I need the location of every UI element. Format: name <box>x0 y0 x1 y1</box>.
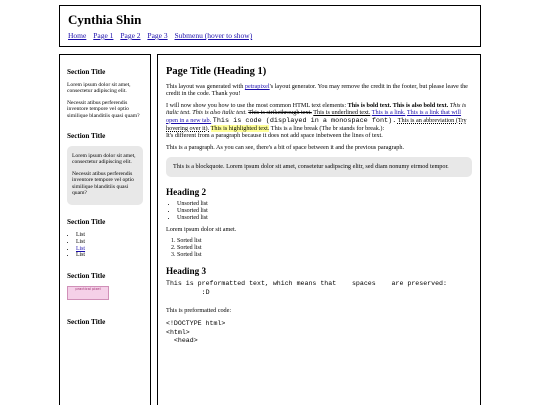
elements-paragraph <box>166 102 472 140</box>
site-header <box>59 5 481 47</box>
sidebar-text: Lorem ipsum dolor sit amet, consectetur adipiscing elit. <box>67 82 131 95</box>
underlined-text: This is underlined text. <box>313 109 371 117</box>
list-item: • Unsorted list <box>177 201 472 208</box>
bold-text: This is bold text. This is also bold text. <box>347 101 449 109</box>
italic-text: This is also italic text. <box>192 109 247 117</box>
list-item: • Unsorted list <box>177 208 472 215</box>
new-tab-link[interactable]: This is a link that will open in a new tab. <box>166 109 462 124</box>
page-title: Page Title (Heading 1) <box>166 66 267 77</box>
list-item: • List <box>76 232 143 239</box>
preformatted-text: This is preformatted text, which means that spaces are preserved: :D <box>166 280 447 297</box>
linebreak-text: This is a line break (The br stands for break.): <box>270 125 385 133</box>
intro-paragraph <box>166 83 472 98</box>
nav-page3-link[interactable]: Page 3 <box>147 31 168 40</box>
sidebar-section-title: Section Title <box>67 68 106 76</box>
inline-code: This is code (displayed in a monospace font). <box>212 116 397 125</box>
petrapixel-link[interactable]: petrapixel <box>244 83 270 90</box>
sorted-list <box>166 238 472 260</box>
elements-lead: I will now show you how to use the most common HTML text elements: <box>166 101 348 109</box>
sidebar-list-link[interactable]: List <box>76 245 86 252</box>
paragraph: This is a paragraph. As you can see, there's a bit of space between it and the previous paragraph. <box>166 143 405 151</box>
sidebar-section-title: Section Title <box>67 218 106 227</box>
intro-text: This layout was generated with <box>166 83 245 90</box>
list-item: 1. Sorted list <box>177 238 472 245</box>
sidebar-section-title: Section Title <box>67 271 106 280</box>
nav-home-link[interactable]: Home <box>68 31 87 40</box>
unsorted-list <box>166 201 472 223</box>
after-break-text: It's different from a paragraph because it does not add space inbetween the lines of text. <box>166 132 383 140</box>
main-nav <box>68 31 472 40</box>
list-item: 3. Sorted list <box>177 252 472 259</box>
site-title: Cynthia Shin <box>68 12 142 27</box>
list-item: • List <box>76 252 143 259</box>
highlighted-text: This is highlighted text. <box>210 125 270 133</box>
sidebar <box>59 54 151 405</box>
abbreviation[interactable]: This is an abbreviation (Try hovering over it). <box>166 116 467 133</box>
nav-page1-link[interactable]: Page 1 <box>93 31 114 40</box>
italic-text: This is italic text. <box>166 101 467 117</box>
list-item: 2. Sorted list <box>177 245 472 252</box>
blockquote: This is a blockquote. Lorem ipsum dolor sit amet, consetetur sadipscing elitr, sed diam nonumy eirmod tempor. <box>166 157 472 177</box>
strikethrough-text: This is strikethrough text. <box>248 109 312 117</box>
list-item: • Unsorted list <box>177 215 472 222</box>
heading-3: Heading 3 <box>166 266 207 277</box>
preformatted-code: <!DOCTYPE html> <html> <head> <box>166 320 226 345</box>
sidebar-box <box>67 146 143 205</box>
nav-submenu-link[interactable]: Submenu (hover to show) <box>174 31 253 40</box>
text-link[interactable]: This is a link. <box>371 109 406 117</box>
sidebar-text: Necessit atibus perferendis inventore tempore vel optio similique blanditiis quasi quam? <box>67 99 140 119</box>
main-content <box>157 54 481 405</box>
list-item: • List <box>76 239 143 246</box>
sidebar-text: Lorem ipsum dolor sit amet, consectetur adipiscing elit. <box>72 153 136 166</box>
heading-2: Heading 2 <box>166 186 207 197</box>
pre-code-label: This is preformatted code: <box>166 306 232 314</box>
sidebar-section-title: Section Title <box>67 132 106 141</box>
intro-text: 's layout generator. You may remove the credit in the footer, but please leave the credit in the code. Thank you! <box>166 83 468 98</box>
sidebar-section-title: Section Title <box>67 317 106 326</box>
badge-image[interactable]: practical pixel <box>67 286 109 300</box>
sidebar-list <box>67 232 143 258</box>
lorem-text: Lorem ipsum dolor sit amet. <box>166 226 237 234</box>
sidebar-text: Necessit atibus perferendis inventore tempore vel optio similique blanditiis quasi quam? <box>72 170 134 197</box>
list-item-link[interactable] <box>76 246 143 253</box>
nav-page2-link[interactable]: Page 2 <box>120 31 141 40</box>
